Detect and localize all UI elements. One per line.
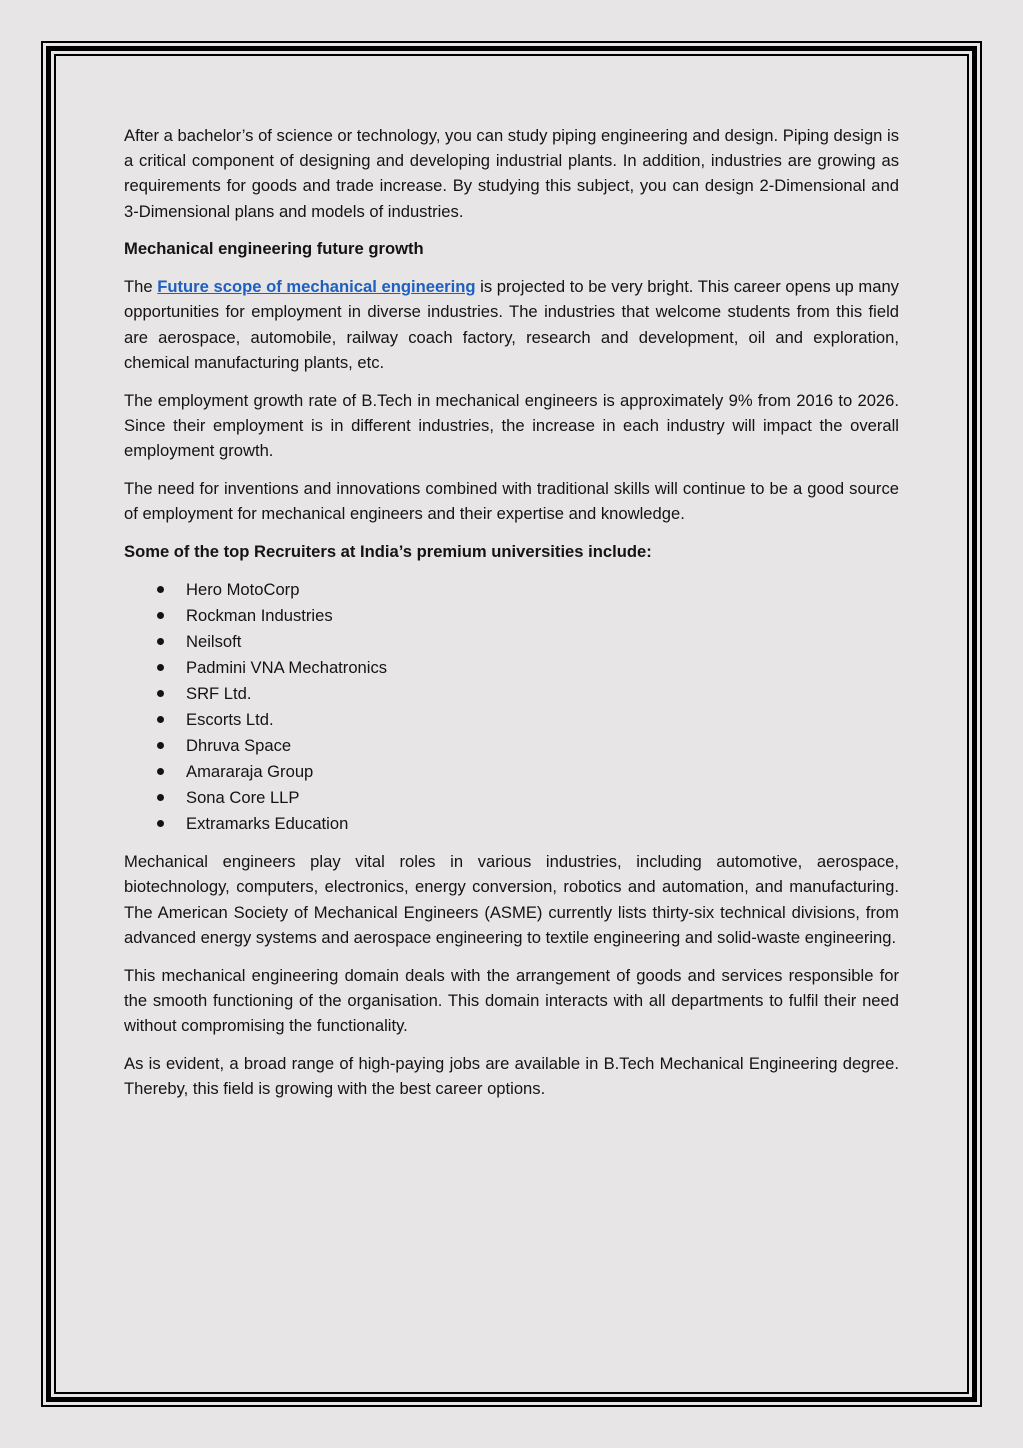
recruiter-name: Sona Core LLP bbox=[186, 787, 300, 807]
list-item bbox=[124, 785, 899, 811]
list-item bbox=[124, 655, 899, 681]
bullet-icon bbox=[157, 612, 164, 619]
recruiter-name: Hero MotoCorp bbox=[186, 579, 300, 599]
bullet-icon bbox=[157, 742, 164, 749]
bullet-icon bbox=[157, 768, 164, 775]
bullet-icon bbox=[157, 586, 164, 593]
bullet-icon bbox=[157, 690, 164, 697]
list-item bbox=[124, 733, 899, 759]
recruiters-list bbox=[124, 577, 899, 837]
recruiter-name: Rockman Industries bbox=[186, 605, 333, 625]
recruiter-name: Dhruva Space bbox=[186, 735, 292, 755]
document-body bbox=[124, 123, 899, 1114]
future-scope-link[interactable]: Future scope of mechanical engineering bbox=[157, 277, 476, 297]
list-item bbox=[124, 707, 899, 733]
paragraph-piping-design: After a bachelor’s of science or technology, you can study piping engineering and design. Piping design is a critical component of designing and developing industrial plants. In addition, industries are growing as requirements for goods and trade increase. By studying this subject, you can design 2-Dimensional and 3-Dimensional plans and models of industries. bbox=[124, 126, 899, 221]
paragraph-domain: This mechanical engineering domain deals with the arrangement of goods and services responsible for the smooth functioning of the organisation. This domain interacts with all departments to fulfil their need without compromising the functionality. bbox=[124, 965, 899, 1036]
list-item bbox=[124, 811, 899, 837]
heading-future-growth: Mechanical engineering future growth bbox=[124, 239, 424, 259]
bullet-icon bbox=[157, 716, 164, 723]
recruiter-name: SRF Ltd. bbox=[186, 683, 252, 703]
list-item bbox=[124, 603, 899, 629]
recruiter-name: Padmini VNA Mechatronics bbox=[186, 657, 388, 677]
paragraph-conclusion: As is evident, a broad range of high-paying jobs are available in B.Tech Mechanical Engineering degree. Thereby, this field is growing with the best career options. bbox=[124, 1053, 899, 1099]
bullet-icon bbox=[157, 664, 164, 671]
recruiter-name: Neilsoft bbox=[186, 631, 242, 651]
bullet-icon bbox=[157, 820, 164, 827]
list-item bbox=[124, 759, 899, 785]
recruiter-name: Amararaja Group bbox=[186, 761, 314, 781]
recruiter-name: Escorts Ltd. bbox=[186, 709, 274, 729]
list-item bbox=[124, 681, 899, 707]
bullet-icon bbox=[157, 638, 164, 645]
paragraph-vital-roles: Mechanical engineers play vital roles in various industries, including automotive, aerospace, biotechnology, computers, electronics, energy conversion, robotics and automation, and manufacturing. The American Society of Mechanical Engineers (ASME) currently lists thirty-six technical divisions, from advanced energy systems and aerospace engineering to textile engineering and solid-waste engineering. bbox=[124, 852, 899, 947]
bullet-icon bbox=[157, 794, 164, 801]
paragraph-inventions: The need for inventions and innovations combined with traditional skills will continue to be a good source of employment for mechanical engineers and their expertise and knowledge. bbox=[124, 478, 899, 524]
recruiter-name: Extramarks Education bbox=[186, 813, 349, 833]
list-item bbox=[124, 577, 899, 603]
paragraph-future-scope-lead: The bbox=[124, 277, 158, 297]
paragraph-future-scope bbox=[124, 274, 899, 375]
list-item bbox=[124, 629, 899, 655]
heading-top-recruiters: Some of the top Recruiters at India’s premium universities include: bbox=[124, 541, 652, 561]
paragraph-future-scope-text: is projected to be very bright. This career opens up many opportunities for employment in diverse industries. The industries that welcome students from this field are aerospace, automobile, railway coach factory, research and development, oil and exploration, chemical manufacturing plants, etc. bbox=[124, 277, 899, 372]
paragraph-employment-growth: The employment growth rate of B.Tech in mechanical engineers is approximately 9% from 2016 to 2026. Since their employment is in different industries, the increase in each industry will impact the overall employment growth. bbox=[124, 390, 899, 461]
